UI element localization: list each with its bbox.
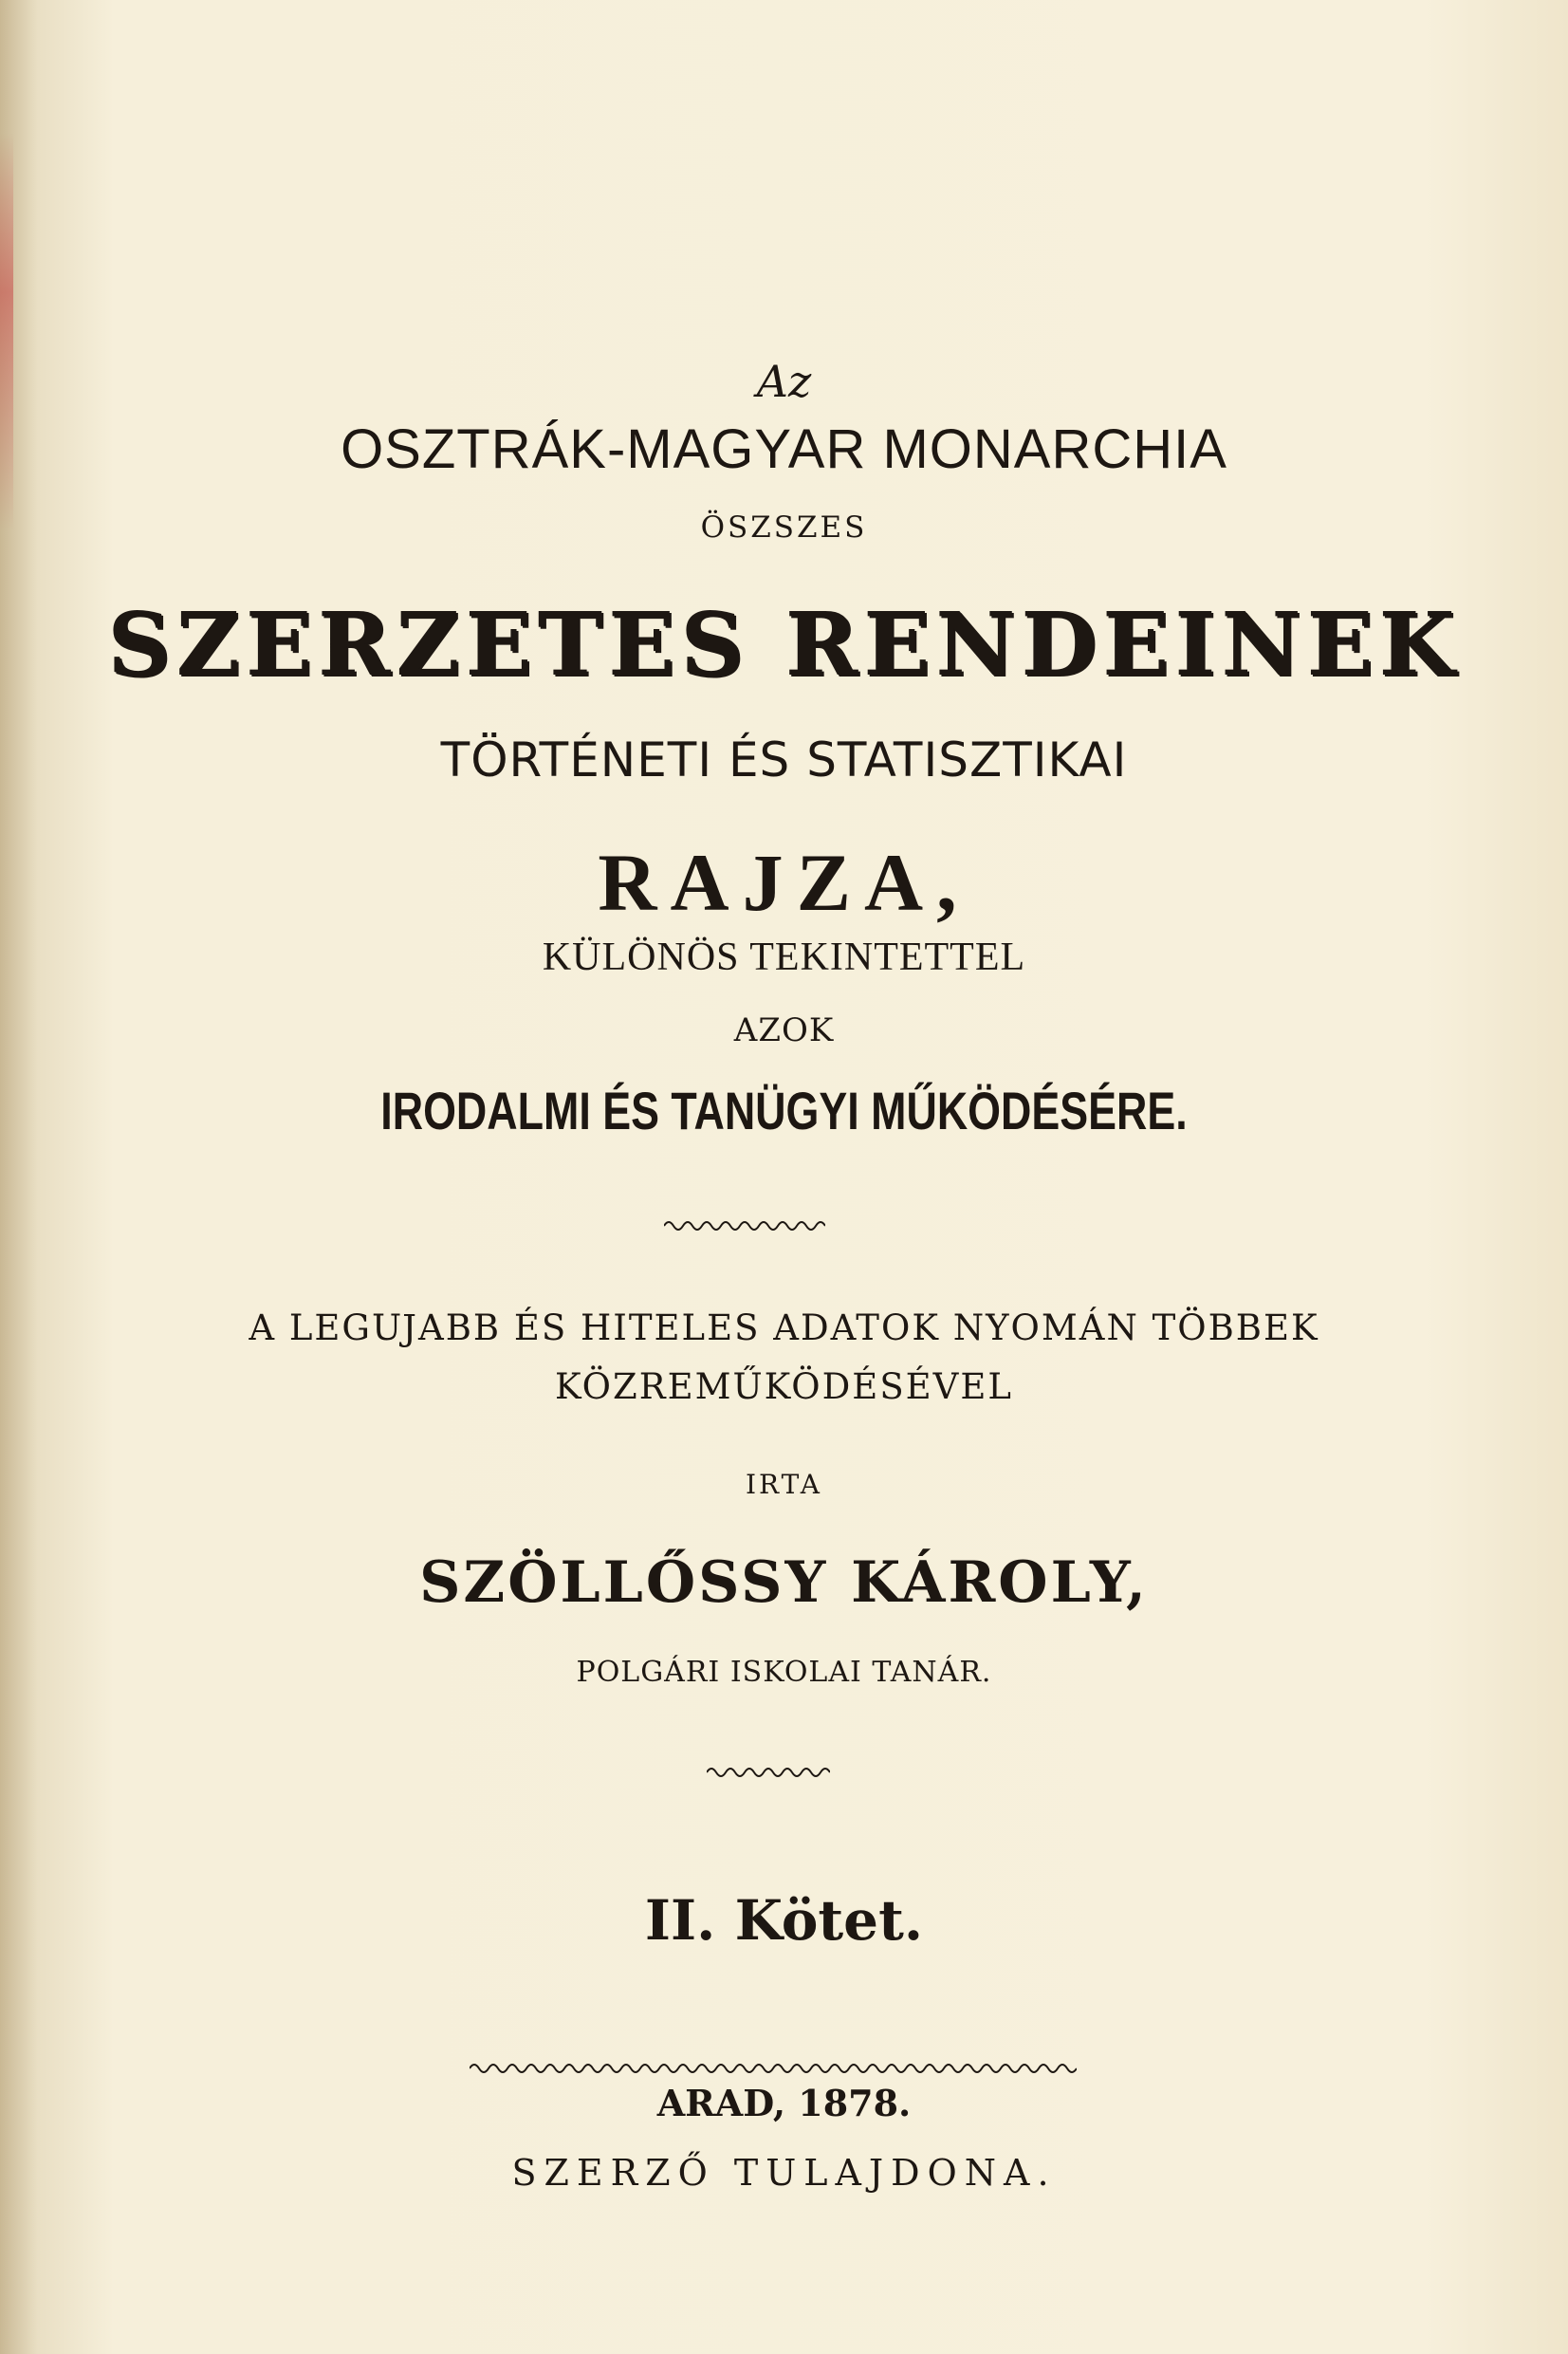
title-line-collaboration: KÖZREMŰKÖDÉSÉVEL [555,1366,1013,1407]
title-line-monarchy: OSZTRÁK-MAGYAR MONARCHIA [341,418,1227,480]
publisher-note: SZERZŐ TULAJDONA. [511,2152,1057,2194]
place-and-year: ARAD, 1878. [656,2082,912,2124]
title-line-sources: A LEGUJABB ÉS HITELES ADATOK NYOMÁN TÖBBEK [249,1307,1319,1348]
title-line-regard: KÜLÖNÖS TEKINTETTEL [542,936,1026,979]
wavy-divider-1 [664,1216,825,1235]
title-article: Az [756,356,812,407]
wavy-divider-3 [470,2059,1077,2078]
author-name: SZÖLLŐSSY KÁROLY, [419,1549,1149,1616]
title-line-sketch: RAJZA, [598,837,970,928]
author-title: POLGÁRI ISKOLAI TANÁR. [576,1656,992,1689]
title-line-historical: TÖRTÉNETI ÉS STATISZTIKAI [440,732,1128,788]
volume-label: II. Kötet. [644,1888,924,1953]
wavy-divider-2 [707,1763,830,1782]
title-line-their: AZOK [733,1011,835,1049]
title-line-orders: SZERZETES RENDEINEK [107,593,1461,695]
title-line-all: ÖSZSZES [700,510,868,545]
title-line-literary: IRODALMI ÉS TANÜGYI MŰKÖDÉSÉRE. [380,1081,1188,1140]
title-line-written-by: IRTA [745,1469,822,1500]
